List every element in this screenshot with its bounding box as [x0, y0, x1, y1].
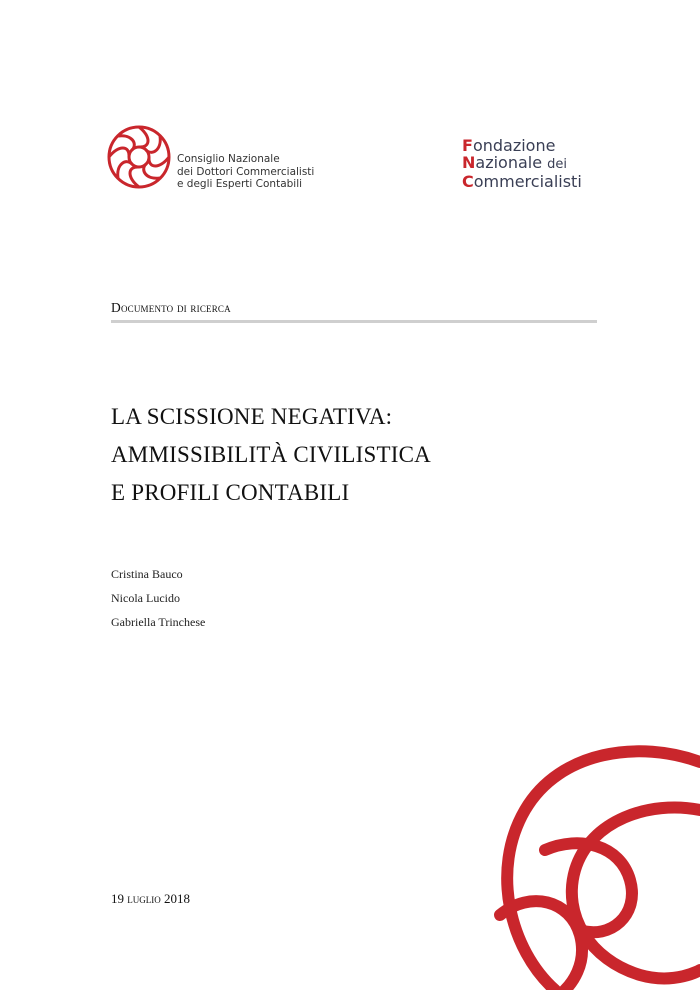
decorative-swirl-icon: [470, 740, 700, 990]
cndcec-line: dei Dottori Commercialisti: [177, 165, 315, 178]
author: Gabriella Trinchese: [111, 615, 206, 629]
fnc-line-2: Nazionale dei: [462, 153, 568, 172]
author: Nicola Lucido: [111, 591, 180, 605]
author-list: [111, 562, 205, 634]
cndcec-name: [177, 153, 314, 191]
cndcec-line: e degli Esperti Contabili: [177, 178, 303, 190]
title-line: AMMISSIBILITÀ CIVILISTICA: [111, 442, 431, 467]
document-title: [111, 398, 631, 512]
fnc-logo: [462, 137, 582, 190]
title-line: E PROFILI CONTABILI: [111, 480, 350, 505]
document-type: Documento di ricerca: [111, 300, 231, 315]
publication-date: 19 luglio 2018: [111, 891, 190, 906]
cndcec-emblem-icon: [106, 124, 172, 190]
fnc-line-1: Fondazione: [462, 136, 556, 155]
cndcec-logo: [106, 124, 326, 190]
document-type-divider: [111, 320, 597, 323]
fnc-line-3: Commercialisti: [462, 172, 582, 191]
cndcec-line: Consiglio Nazionale: [177, 153, 280, 165]
author: Cristina Bauco: [111, 567, 183, 581]
title-line: LA SCISSIONE NEGATIVA:: [111, 404, 393, 429]
